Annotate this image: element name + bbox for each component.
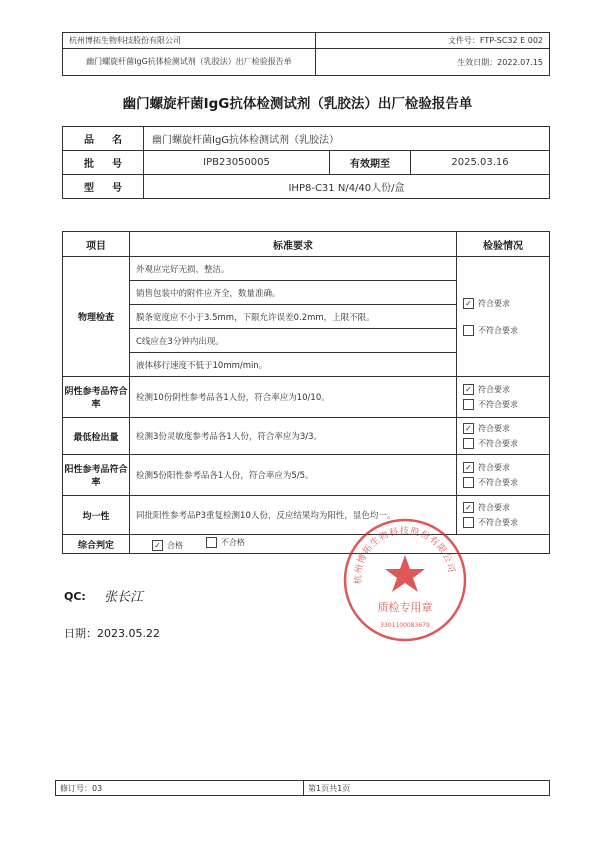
page-title: 幽门螺旋杆菌IgG抗体检测试剂（乳胶法）出厂检验报告单 [122,96,473,112]
product-name-label: 品名 [63,127,144,151]
model-label: 型号 [63,175,144,199]
requirement-text: 同批阳性参考品P3重复检测10人份，反应结果均为阳性，显色均一。 [130,496,457,535]
conform-option[interactable]: ✓ 符合要求 [457,382,549,397]
nonconform-option[interactable]: 不符合要求 [457,475,549,490]
result-cell [457,257,550,377]
expiry-value: 2025.03.16 [411,151,550,175]
item-negative-reference: 阴性参考品符合率 [63,377,130,418]
checkbox-checked-icon[interactable]: ✓ [463,462,474,473]
expiry-label: 有效期至 [330,151,411,175]
requirement-text: 外观应完好无损，整洁。 [130,257,457,281]
revision-number: 修订号：03 [56,781,304,796]
company-name: 杭州博拓生物科技股份有限公司 [63,33,316,49]
checkbox-checked-icon[interactable]: ✓ [152,540,163,551]
page-number: 第1页共1页 [304,781,550,796]
product-name-value: 幽门螺旋杆菌IgG抗体检测试剂（乳胶法） [144,127,550,151]
document-number: 文件号：FTP-SC32 E 002 [316,33,550,49]
summary-label: 综合判定 [63,535,130,554]
product-info-table [62,126,550,199]
item-positive-reference: 阳性参考品符合率 [63,455,130,496]
report-date: 日期：2023.05.22 [64,627,160,640]
item-minimum-detection: 最低检出量 [63,418,130,455]
table-row [63,418,550,455]
checkbox-icon[interactable] [463,477,474,488]
page-footer [55,780,550,796]
requirement-text: 销售包装中的附件应齐全，数量准确。 [130,281,457,305]
requirement-text: 膜条宽度应不小于3.5mm，下限允许误差0.2mm，上限不限。 [130,305,457,329]
effective-date: 生效日期：2022.07.15 [316,49,550,76]
checkbox-checked-icon[interactable]: ✓ [463,502,474,513]
svg-text:杭州博拓生物科技股份有限公司: 杭州博拓生物科技股份有限公司 [353,526,456,585]
requirement-text: 检测5份阳性参考品各1人份，符合率应为5/5。 [130,455,457,496]
conform-option[interactable]: ✓ 符合要求 [457,421,549,436]
checkbox-icon[interactable] [206,537,217,548]
requirement-text: C线应在3分钟内出现。 [130,329,457,353]
result-cell [457,377,550,418]
qc-label: QC: [64,590,86,603]
table-row [63,257,550,281]
requirement-text: 液体移行速度不低于10mm/min。 [130,353,457,377]
column-header-standard: 标准要求 [130,232,457,257]
column-header-result: 检验情况 [457,232,550,257]
checkbox-icon[interactable] [463,438,474,449]
checkbox-checked-icon[interactable]: ✓ [463,298,474,309]
batch-label: 批号 [63,151,144,175]
conform-option[interactable]: ✓ 符合要求 [457,460,549,475]
result-cell [457,496,550,535]
checkbox-icon[interactable] [463,325,474,336]
qc-signature: 张长江 [104,590,144,605]
column-header-item: 项目 [63,232,130,257]
conform-option[interactable]: ✓ 符合要求 [457,296,549,311]
fail-option[interactable]: 不合格 [186,535,245,550]
document-header [62,32,550,76]
inspection-table [62,231,550,554]
batch-value: IPB23050005 [144,151,330,175]
model-value: IHP8-C31 N/4/40人份/盒 [144,175,550,199]
checkbox-icon[interactable] [463,399,474,410]
requirement-text: 检测3份灵敏度参考品各1人份，符合率应为3/3。 [130,418,457,455]
nonconform-option[interactable]: 不符合要求 [457,323,549,338]
svg-text:质检专用章: 质检专用章 [377,601,433,614]
header-document-title: 幽门螺旋杆菌IgG抗体检测试剂（乳胶法）出厂检验报告单 [63,49,316,76]
table-row [63,455,550,496]
svg-text:3301100083679: 3301100083679 [380,622,430,629]
requirement-text: 检测10份阴性参考品各1人份，符合率应为10/10。 [130,377,457,418]
nonconform-option[interactable]: 不符合要求 [457,397,549,412]
conform-option[interactable]: ✓ 符合要求 [457,500,549,515]
nonconform-option[interactable]: 不符合要求 [457,436,549,451]
quality-stamp-icon [340,515,470,645]
result-cell [457,455,550,496]
item-physical-check: 物理检查 [63,257,130,377]
item-uniformity: 均一性 [63,496,130,535]
nonconform-option[interactable]: 不符合要求 [457,515,549,530]
table-row [63,496,550,535]
checkbox-checked-icon[interactable]: ✓ [463,423,474,434]
pass-option[interactable]: ✓ 合格 [152,538,183,553]
checkbox-checked-icon[interactable]: ✓ [463,384,474,395]
table-row [63,377,550,418]
summary-row [63,535,550,554]
result-cell [457,418,550,455]
